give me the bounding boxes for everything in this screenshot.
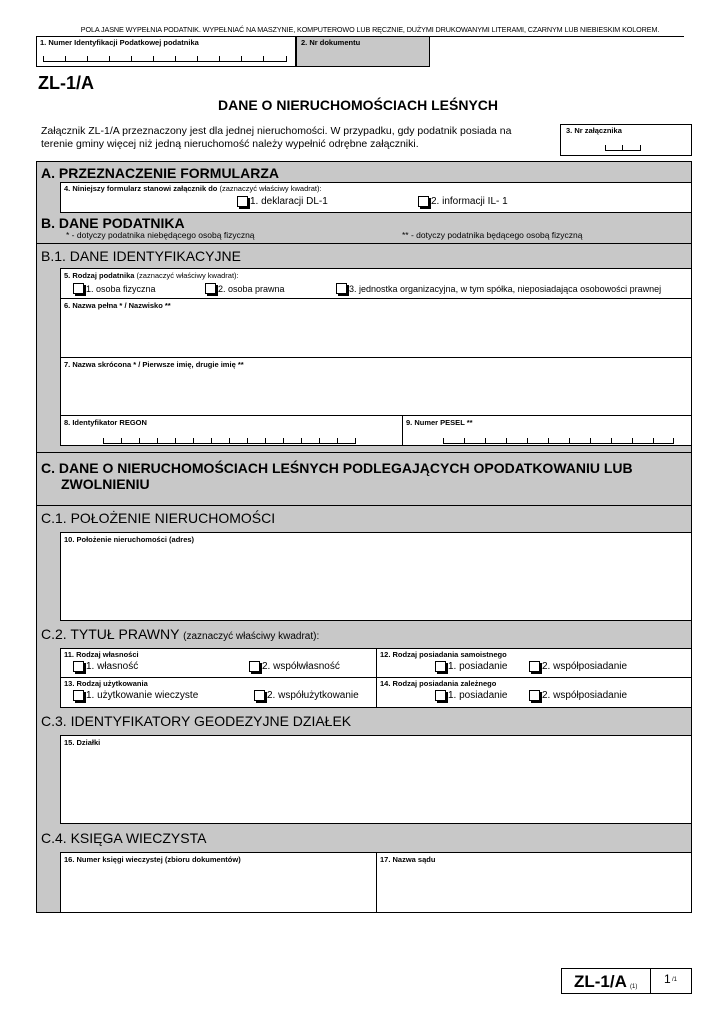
- rule-c: [36, 452, 692, 453]
- section-c4-title: C.4. KSIĘGA WIECZYSTA: [41, 830, 207, 846]
- footer-form-code: ZL-1/A (1): [561, 968, 651, 994]
- checkbox-perpetual-usufruct[interactable]: [73, 690, 84, 701]
- option-co-possession[interactable]: 2. współposiadanie: [529, 661, 627, 672]
- usage-type-label: 13. Rodzaj użytkowania: [64, 679, 148, 688]
- note-legal-entity: * - dotyczy podatnika niebędącego osobą fizyczną: [66, 230, 255, 240]
- doc-number-field: [296, 36, 430, 67]
- checkbox-legal-person[interactable]: [205, 283, 216, 294]
- parcels-field[interactable]: [60, 735, 692, 824]
- full-name-label: 6. Nazwa pełna * / Nazwisko **: [64, 301, 171, 310]
- section-c2-note: (zaznaczyć właściwy kwadrat):: [183, 631, 320, 642]
- purpose-label: 4. Niniejszy formularz stanowi załącznik do (zaznaczyć właściwy kwadrat):: [64, 184, 322, 193]
- section-c1-title: C.1. POŁOŻENIE NIERUCHOMOŚCI: [41, 510, 276, 526]
- checkbox-co-ownership[interactable]: [249, 661, 260, 672]
- short-name-field[interactable]: [60, 357, 692, 416]
- location-label: 10. Położenie nieruchomości (adres): [64, 535, 195, 544]
- court-name-label: 17. Nazwa sądu: [380, 855, 436, 864]
- court-name-field[interactable]: [376, 852, 692, 913]
- intro-line-1: Załącznik ZL-1/A przeznaczony jest dla jednej nieruchomości. W przypadku, gdy podatnik posiada na: [41, 125, 512, 137]
- nip-comb: [43, 57, 287, 62]
- ownership-type-label: 11. Rodzaj własności: [64, 650, 139, 659]
- checkbox-dependent-possession[interactable]: [435, 690, 446, 701]
- land-register-label: 16. Numer księgi wieczystej (zbioru dokumentów): [64, 855, 241, 864]
- nip-field-label: 1. Numer Identyfikacji Podatkowej podatnika: [40, 38, 199, 47]
- option-dependent-possession[interactable]: 1. posiadanie: [435, 690, 508, 701]
- section-b1-title: B.1. DANE IDENTYFIKACYJNE: [41, 248, 241, 264]
- ownership-type-field: [60, 648, 377, 678]
- attachment-number-field[interactable]: [560, 124, 692, 156]
- option-perpetual-usufruct[interactable]: 1. użytkowanie wieczyste: [73, 690, 198, 701]
- full-name-field[interactable]: [60, 298, 692, 358]
- purpose-field: [60, 182, 692, 213]
- option-co-ownership[interactable]: 2. współwłasność: [249, 661, 340, 672]
- pesel-field[interactable]: [402, 415, 692, 446]
- attachment-comb: [605, 146, 641, 151]
- section-c-title-line-1: C. DANE O NIERUCHOMOŚCIACH LEŚNYCH PODLEGAJĄCYCH OPODATKOWANIU LUB: [41, 460, 633, 476]
- land-register-field[interactable]: [60, 852, 377, 913]
- taxpayer-type-label: 5. Rodzaj podatnika (zaznaczyć właściwy kwadrat):: [64, 271, 239, 280]
- pesel-comb: [443, 439, 674, 444]
- location-field[interactable]: [60, 532, 692, 621]
- regon-field[interactable]: [60, 415, 403, 446]
- option-possession[interactable]: 1. posiadanie: [435, 661, 508, 672]
- option-il1[interactable]: 2. informacji IL- 1: [418, 196, 508, 207]
- option-dl1[interactable]: 1. deklaracji DL-1: [237, 196, 328, 207]
- form-instruction: POLA JASNE WYPEŁNIA PODATNIK. WYPEŁNIAĆ NA MASZYNIE, KOMPUTEROWO LUB RĘCZNIE, DUŻYMI DRUKOWANYMI LITERAMI, CZARNYM LUB NIEBIESKIM KOLOREM.: [80, 25, 660, 34]
- checkbox-natural-person[interactable]: [73, 283, 84, 294]
- independent-possession-field: [376, 648, 692, 678]
- checkbox-ownership[interactable]: [73, 661, 84, 672]
- regon-comb: [103, 439, 356, 444]
- option-ownership[interactable]: 1. własność: [73, 661, 138, 672]
- pesel-label: 9. Numer PESEL **: [406, 418, 473, 427]
- checkbox-organization[interactable]: [336, 283, 347, 294]
- option-legal-person[interactable]: 2. osoba prawna: [205, 283, 285, 294]
- rule-c1: [36, 505, 692, 506]
- option-co-usage[interactable]: 2. współużytkowanie: [254, 690, 359, 701]
- checkbox-co-usage[interactable]: [254, 690, 265, 701]
- section-c3-title: C.3. IDENTYFIKATORY GEODEZYJNE DZIAŁEK: [41, 713, 352, 729]
- checkbox-possession[interactable]: [435, 661, 446, 672]
- section-b-title: B. DANE PODATNIKA: [41, 215, 185, 231]
- intro-line-2: terenie gminy więcej niż jedną nieruchomość należy wypełnić odrębne załączniki.: [41, 138, 419, 150]
- option-dependent-co-possession[interactable]: 2. współposiadanie: [529, 690, 627, 701]
- section-c2-title: C.2. TYTUŁ PRAWNY (zaznaczyć właściwy kwadrat):: [41, 626, 320, 642]
- form-code: ZL-1/A: [38, 73, 94, 93]
- dependent-possession-field: [376, 677, 692, 708]
- checkbox-co-possession[interactable]: [529, 661, 540, 672]
- checkbox-dependent-co-possession[interactable]: [529, 690, 540, 701]
- note-natural-person: ** - dotyczy podatnika będącego osobą fizyczną: [402, 230, 583, 240]
- rule-b1: [36, 243, 692, 244]
- nip-field[interactable]: [36, 36, 296, 67]
- form-title: DANE O NIERUCHOMOŚCIACH LEŚNYCH: [218, 97, 499, 113]
- checkbox-il1[interactable]: [418, 196, 429, 207]
- parcels-label: 15. Działki: [64, 738, 101, 747]
- doc-number-label: 2. Nr dokumentu: [301, 38, 361, 47]
- section-c-title-line-2: ZWOLNIENIU: [61, 476, 150, 492]
- regon-label: 8. Identyfikator REGON: [64, 418, 147, 427]
- checkbox-dl1[interactable]: [237, 196, 248, 207]
- usage-type-field: [60, 677, 377, 708]
- short-name-label: 7. Nazwa skrócona * / Pierwsze imię, drugie imię **: [64, 360, 244, 369]
- taxpayer-type-field: [60, 268, 692, 299]
- section-a-title: A. PRZEZNACZENIE FORMULARZA: [41, 165, 279, 181]
- option-organization[interactable]: 3. jednostka organizacyjna, w tym spółka, nieposiadająca osobowości prawnej: [336, 283, 661, 294]
- option-natural-person[interactable]: 1. osoba fizyczna: [73, 283, 156, 294]
- attachment-number-label: 3. Nr załącznika: [566, 126, 622, 135]
- independent-possession-label: 12. Rodzaj posiadania samoistnego: [380, 650, 507, 659]
- dependent-possession-label: 14. Rodzaj posiadania zależnego: [380, 679, 497, 688]
- footer-page-number: 1 /1: [650, 968, 692, 994]
